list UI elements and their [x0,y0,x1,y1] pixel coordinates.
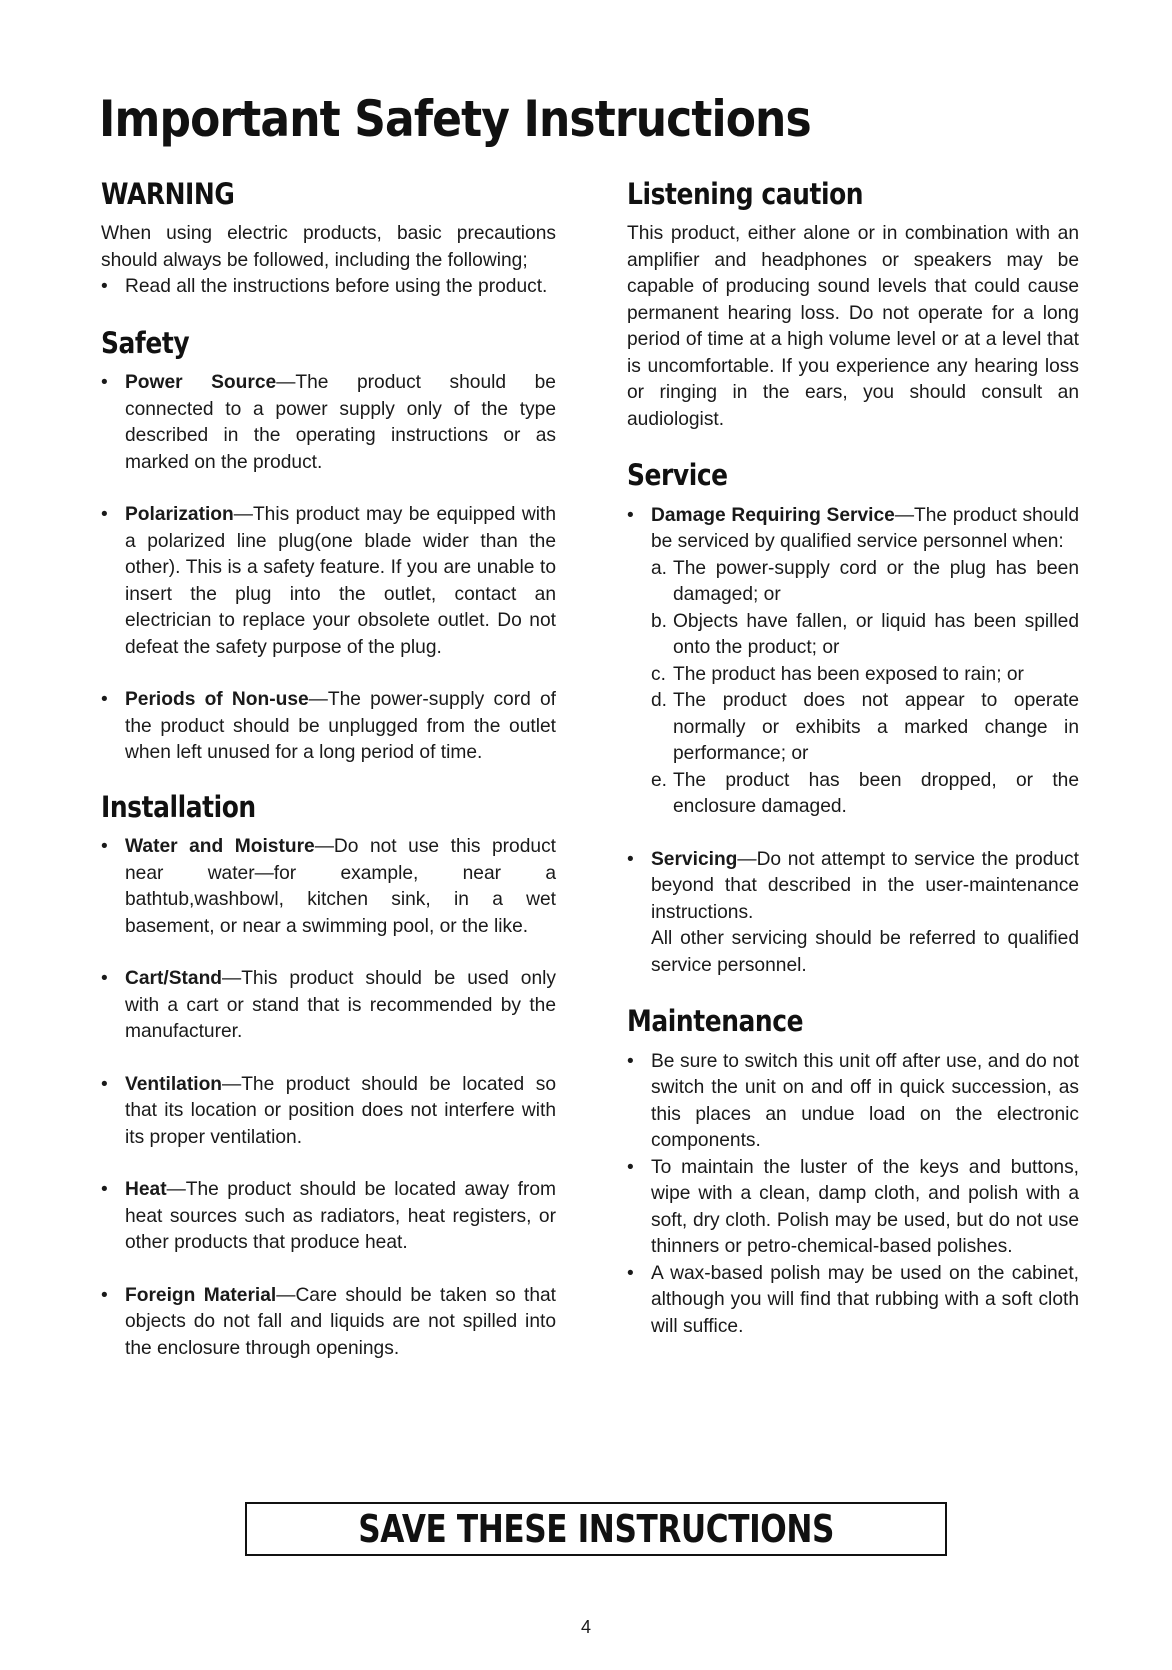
list-item [101,370,556,476]
bullet-icon: • [101,504,108,526]
item-term: Polarization [125,504,234,526]
sub-text: The product has been dropped, or the enclosure damaged. [673,769,1079,818]
list-item [627,1155,1079,1261]
item-text: A wax-based polish may be used on the cabinet, although you will find that rubbing with a soft cloth will suffice. [651,1262,1079,1337]
item-text: To maintain the luster of the keys and buttons, wipe with a clean, damp cloth, and polish with a soft, dry cloth. Polish may be used, but do not use thinners or petro-chemical-based polishes. [651,1156,1079,1258]
item-term: Cart/Stand [125,968,223,990]
page-number: 4 [580,1617,591,1637]
bullet-icon: • [101,276,108,298]
warning-bullet-text: Read all the instructions before using the product. [125,276,548,298]
maintenance-section [627,1005,1079,1340]
item-term: Damage Requiring Service [651,504,895,526]
service-heading: Service [627,458,728,493]
sub-text: The product does not appear to operate normally or exhibits a marked change in performance; or [673,690,1079,765]
item-text: —The product should be connected to a power supply only of the type described in the operating instructions or as marked on the product. [125,372,556,473]
warning-section [101,178,556,301]
maintenance-list [627,1049,1079,1341]
item-term: Servicing [651,848,738,870]
sub-text: The product has been exposed to rain; or [673,663,1024,685]
listening-section [627,178,1079,433]
list-item [101,1177,556,1257]
item-text: —This product should be used only with a cart or stand that is recommended by the manufacturer. [125,968,556,1043]
item-term: Periods of Non-use [125,689,309,711]
item-text: —The product should be located so that its location or position does not interfere with its proper ventilation. [125,1073,556,1148]
bullet-icon: • [627,848,634,870]
list-item [627,1261,1079,1341]
sub-item [651,556,1079,609]
bullet-icon: • [101,372,108,394]
item-text: —Do not attempt to service the product beyond that described in the user-maintenance instructions. [651,848,1079,923]
safety-section [101,327,556,767]
item-term: Ventilation [125,1073,223,1095]
item-text: —This product may be equipped with a polarized line plug(one blade wider than the other). This is a safety feature. If you are unable to insert the plug into the outlet, contact an electrician to replace your obsolete outlet. Do not defeat the safety purpose of the plug. [125,504,556,658]
list-item [101,502,556,661]
service-list [627,503,1079,980]
save-instructions-text: SAVE THESE INSTRUCTIONS [358,1507,834,1551]
sub-letter: d. [651,690,668,712]
item-text: —The power-supply cord of the product should be unplugged from the outlet when left unused for a long period of time. [125,689,556,764]
bullet-icon: • [101,1179,108,1201]
sub-item [651,662,1079,689]
bullet-icon: • [627,1262,634,1284]
list-item [627,847,1079,980]
bullet-icon: • [101,689,108,711]
item-term: Heat [125,1179,167,1201]
item-term: Power Source [125,372,277,394]
bullet-icon: • [101,836,108,858]
bullet-icon: • [627,504,634,526]
list-item [101,274,556,301]
servicing-extra: All other servicing should be referred to qualified service personnel. [651,928,1079,976]
list-item [101,834,556,940]
sub-letter: a. [651,557,668,579]
list-item [101,1072,556,1152]
page-title: Important Safety Instructions [99,90,811,148]
save-instructions-box [245,1502,947,1556]
maintenance-heading: Maintenance [627,1004,804,1039]
list-item [101,687,556,767]
listening-heading: Listening caution [627,177,864,211]
item-text: Be sure to switch this unit off after use, and do not switch the unit on and off in quick succession, as this places an undue load on the electronic components. [651,1050,1079,1152]
installation-section [101,791,556,1362]
sub-item [651,609,1079,662]
safety-list [101,370,556,767]
installation-list [101,834,556,1362]
sub-letter: e. [651,769,668,791]
sub-text: Objects have fallen, or liquid has been spilled onto the product; or [673,610,1079,659]
item-text: —Care should be taken so that objects do not fall and liquids are not spilled into the enclosure through openings. [125,1284,556,1359]
sub-item [651,768,1079,821]
sub-letter: b. [651,610,668,632]
bullet-icon: • [101,968,108,990]
bullet-icon: • [101,1073,108,1095]
list-item [101,966,556,1046]
sub-text: The power-supply cord or the plug has been damaged; or [673,557,1079,606]
item-term: Water and Moisture [125,836,315,858]
warning-intro: When using electric products, basic precautions should always be followed, including the following; [101,223,556,271]
item-text: —The product should be serviced by qualified service personnel when: [651,504,1079,553]
item-text: —Do not use this product near water—for example, near a bathtub,washbowl, kitchen sink, in a wet basement, or near a swimming pool, or the like. [125,836,556,937]
listening-text: This product, either alone or in combination with an amplifier and headphones or speakers may be capable of producing sound levels that could cause permanent hearing loss. Do not operate for a long period of time at a high volume level or at a level that is uncomfortable. If you experience any hearing loss or ringing in the ears, you should consult an audiologist. [627,223,1079,430]
safety-heading: Safety [101,325,190,360]
item-text: —The product should be located away from heat sources such as radiators, heat registers, or other products that produce heat. [125,1179,556,1254]
warning-heading: WARNING [101,177,235,211]
sub-item [651,688,1079,768]
bullet-icon: • [101,1284,108,1306]
list-item [627,503,1079,821]
left-column [101,178,556,1362]
list-item [627,1049,1079,1155]
item-term: Foreign Material [125,1284,277,1306]
service-section [627,459,1079,979]
list-item [101,1283,556,1363]
right-column [627,178,1079,1340]
damage-sublist [651,556,1079,821]
sub-letter: c. [651,663,666,685]
bullet-icon: • [627,1050,634,1072]
warning-list [101,274,556,301]
bullet-icon: • [627,1156,634,1178]
installation-heading: Installation [101,789,256,824]
